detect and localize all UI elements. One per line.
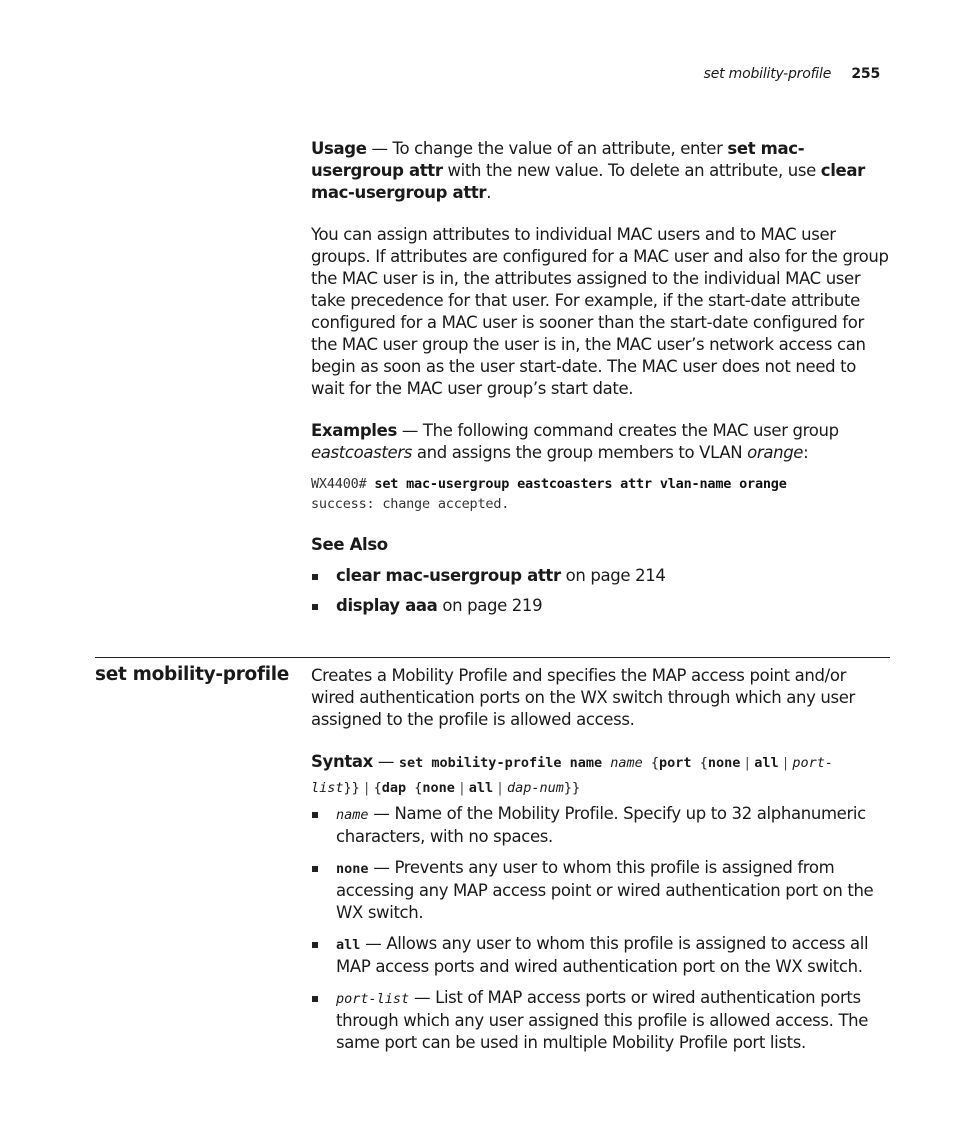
usage-text-1: — To change the value of an attribute, enter [366,139,728,158]
bullet-icon [312,574,318,580]
usage-command-clear: clear mac-usergroup attr [311,161,865,202]
usage-text-2: with the new value. To delete an attribute, use [442,161,821,180]
parameter-name: none [336,861,369,877]
parameter-name: port-list [336,991,410,1007]
page-header [704,66,880,82]
parameter-item [311,987,891,1054]
example-prompt: WX4400# [311,476,375,492]
section-divider [95,657,890,658]
parameter-item [311,857,891,924]
parameter-name: all [336,937,361,953]
examples-text-1: — The following command creates the MAC user group [396,421,839,440]
syntax-arg-dap-num: dap-num [506,780,564,796]
syntax-arg-port-list: port-list [311,755,834,796]
syntax-paragraph [311,750,891,800]
syntax-arg-name: name [610,755,643,771]
syntax-brace: { [373,780,382,796]
syntax-brace: { [414,780,423,796]
attributes-text: You can assign attributes to individual MAC users and to MAC user groups. If attributes are configured for a MAC user and also for the group the MAC user is in, the attributes assigned to the individual MAC user take precedence for that user. For example, if the start-date attribute configured for a MAC user is sooner than the start-date configured for the MAC user group the user is in, the MAC user’s network access can begin as soon as the user start-date. The MAC user does not need to wait for the MAC user group’s start date. [311,225,889,398]
syntax-pipe: | [743,756,752,771]
see-also-page-ref: on page 219 [437,596,543,615]
bullet-icon [312,942,318,948]
syntax-brace: { [699,755,708,771]
syntax-pipe: | [362,781,371,796]
syntax-brace-close: }} [563,780,581,796]
section-description [311,665,891,731]
see-also-title: See Also [311,535,388,554]
syntax-pipe: | [781,756,790,771]
usage-paragraph [311,138,891,204]
bullet-icon [312,866,318,872]
bullet-icon [312,996,318,1002]
see-also-section [311,534,891,617]
syntax-dash: — [372,752,399,771]
syntax-kw-all: all [754,755,779,771]
syntax-kw-none: none [707,755,741,771]
see-also-list [311,565,891,617]
syntax-kw-port: port [659,755,692,771]
parameters-section [311,803,891,1054]
syntax-kw-all: all [468,780,494,796]
parameter-item [311,933,891,978]
parameters-list [311,803,891,1054]
attributes-paragraph [311,224,891,400]
bullet-icon [312,604,318,610]
syntax-command: set mobility-profile name [398,755,603,771]
parameter-description: — Prevents any user to whom this profile is assigned from accessing any MAP access point or wired authentication port on the WX switch. [336,858,874,922]
example-output: success: change accepted. [311,496,510,512]
parameter-item [311,803,891,848]
page-number: 255 [851,66,880,82]
examples-text-2: and assigns the group members to VLAN [412,443,748,462]
examples-paragraph [311,420,891,464]
see-also-link[interactable]: clear mac-usergroup attr [336,566,561,585]
syntax-brace: { [650,755,660,771]
bullet-icon [312,812,318,818]
syntax-pipe: | [496,781,504,796]
section-description-text: Creates a Mobility Profile and specifies the MAP access point and/or wired authentication ports on the WX switch through which any user assigned to the profile is allowed access. [311,666,855,729]
examples-label: Examples [311,421,397,440]
examples-text-3: : [803,443,809,462]
see-also-page-ref: on page 214 [560,566,666,585]
example-command: set mac-usergroup eastcoasters attr vlan-name orange [374,476,787,492]
parameter-description: — Name of the Mobility Profile. Specify up to 32 alphanumeric characters, with no spaces. [336,804,866,846]
examples-vlan-name: orange [747,443,804,462]
usage-label: Usage [311,139,367,158]
syntax-label: Syntax [311,752,373,771]
syntax-brace-close: }} [343,780,360,796]
section-title: set mobility-profile [95,664,290,685]
syntax-pipe: | [457,781,466,796]
see-also-link[interactable]: display aaa [336,596,438,615]
usage-command-set: set mac-usergroup attr [311,139,805,180]
parameter-description: — Allows any user to whom this profile is assigned to access all MAP access ports and wired authentication port on the WX switch. [336,934,869,976]
parameter-name: name [336,807,369,823]
syntax-kw-none: none [422,780,455,796]
parameter-description: — List of MAP access ports or wired authentication ports through which any user assigned this profile is allowed access. The same port can be used in multiple Mobility Profile port lists. [336,988,869,1052]
usage-text-3: . [486,183,492,202]
see-also-item [311,565,891,587]
see-also-item [311,595,891,617]
running-title: set mobility-profile [703,66,832,82]
syntax-kw-dap: dap [381,780,407,796]
example-code-block [311,474,891,514]
examples-group-name: eastcoasters [311,443,413,462]
